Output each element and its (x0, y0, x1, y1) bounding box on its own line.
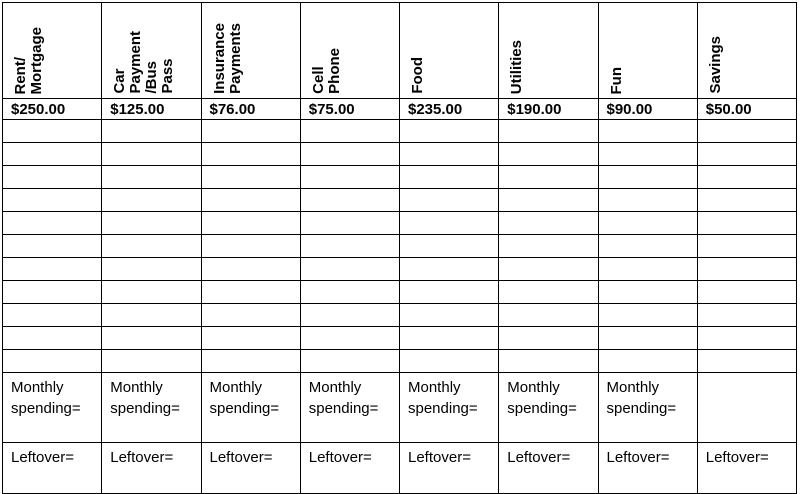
entry-cell[interactable] (400, 327, 499, 350)
entry-row (3, 166, 797, 189)
entry-row (3, 304, 797, 327)
entry-cell[interactable] (400, 120, 499, 143)
monthly-spending-cell: Monthly spending= (3, 373, 102, 443)
monthly-spending-cell: Monthly spending= (201, 373, 300, 443)
entry-cell[interactable] (697, 143, 796, 166)
entry-row (3, 120, 797, 143)
header-cell (102, 3, 201, 99)
column-header: Fun (607, 66, 625, 94)
header-cell (201, 3, 300, 99)
entry-cell[interactable] (499, 166, 598, 189)
entry-cell[interactable] (400, 304, 499, 327)
entry-cell[interactable] (201, 327, 300, 350)
entry-cell[interactable] (400, 143, 499, 166)
entry-cell[interactable] (598, 166, 697, 189)
entry-cell[interactable] (300, 258, 399, 281)
entry-cell[interactable] (499, 120, 598, 143)
leftover-cell: Leftover= (102, 443, 201, 494)
entry-cell[interactable] (400, 281, 499, 304)
entry-cell[interactable] (102, 166, 201, 189)
entry-row (3, 189, 797, 212)
entry-cell[interactable] (201, 189, 300, 212)
entry-cell[interactable] (400, 350, 499, 373)
entry-cell[interactable] (3, 189, 102, 212)
entry-cell[interactable] (697, 281, 796, 304)
header-cell (697, 3, 796, 99)
entry-cell[interactable] (499, 281, 598, 304)
entry-cell[interactable] (201, 304, 300, 327)
entry-cell[interactable] (499, 189, 598, 212)
entry-cell[interactable] (300, 120, 399, 143)
entry-cell[interactable] (499, 235, 598, 258)
entry-cell[interactable] (201, 120, 300, 143)
entry-cell[interactable] (102, 212, 201, 235)
column-header: Savings (706, 36, 724, 94)
entry-cell[interactable] (300, 212, 399, 235)
entry-cell[interactable] (102, 281, 201, 304)
entry-cell[interactable] (3, 350, 102, 373)
entry-cell[interactable] (697, 304, 796, 327)
entry-cell[interactable] (697, 327, 796, 350)
entry-cell[interactable] (598, 350, 697, 373)
entry-cell[interactable] (201, 235, 300, 258)
monthly-spending-cell: Monthly spending= (300, 373, 399, 443)
budget-amount-cell: $90.00 (598, 99, 697, 120)
entry-cell[interactable] (499, 143, 598, 166)
entry-cell[interactable] (499, 304, 598, 327)
entry-cell[interactable] (499, 327, 598, 350)
entry-cell[interactable] (697, 212, 796, 235)
header-cell (400, 3, 499, 99)
entry-cell[interactable] (400, 258, 499, 281)
entry-cell[interactable] (499, 212, 598, 235)
entry-cell[interactable] (3, 212, 102, 235)
entry-cell[interactable] (300, 143, 399, 166)
leftover-cell: Leftover= (697, 443, 796, 494)
entry-row (3, 235, 797, 258)
budget-amount-cell: $75.00 (300, 99, 399, 120)
entry-row (3, 350, 797, 373)
entry-cell[interactable] (201, 350, 300, 373)
budget-amount-cell: $76.00 (201, 99, 300, 120)
entry-cell[interactable] (300, 350, 399, 373)
entry-cell[interactable] (201, 212, 300, 235)
leftover-cell: Leftover= (400, 443, 499, 494)
monthly-spending-cell: Monthly spending= (499, 373, 598, 443)
entry-cell[interactable] (598, 189, 697, 212)
header-row (3, 3, 797, 99)
budget-amount-cell: $190.00 (499, 99, 598, 120)
entry-cell[interactable] (201, 166, 300, 189)
monthly-spending-cell: Monthly spending= (102, 373, 201, 443)
budget-amount-cell: $50.00 (697, 99, 796, 120)
entry-cell[interactable] (201, 258, 300, 281)
leftover-cell: Leftover= (3, 443, 102, 494)
entry-cell[interactable] (697, 166, 796, 189)
budget-amount-cell: $125.00 (102, 99, 201, 120)
entry-cell[interactable] (3, 327, 102, 350)
entry-cell[interactable] (300, 304, 399, 327)
column-header: Car Payment /Bus Pass (111, 31, 177, 94)
entry-cell[interactable] (3, 143, 102, 166)
entry-cell[interactable] (300, 166, 399, 189)
entry-cell[interactable] (598, 281, 697, 304)
entry-cell[interactable] (598, 258, 697, 281)
entry-cell[interactable] (499, 350, 598, 373)
budget-amount-row (3, 99, 797, 120)
entry-cell[interactable] (300, 189, 399, 212)
monthly-spending-cell: Monthly spending= (598, 373, 697, 443)
entry-cell[interactable] (697, 258, 796, 281)
entry-cell[interactable] (499, 258, 598, 281)
column-header: Utilities (508, 39, 526, 94)
entry-cell[interactable] (400, 189, 499, 212)
entry-cell[interactable] (102, 327, 201, 350)
entry-row (3, 258, 797, 281)
entry-cell[interactable] (201, 143, 300, 166)
entry-cell[interactable] (697, 350, 796, 373)
column-header: Cell Phone (309, 48, 343, 94)
column-header: Food (409, 57, 426, 94)
entry-cell[interactable] (102, 189, 201, 212)
entry-cell[interactable] (697, 189, 796, 212)
entry-cell[interactable] (598, 327, 697, 350)
monthly-spending-row (3, 373, 797, 443)
entry-cell[interactable] (598, 120, 697, 143)
header-cell (499, 3, 598, 99)
entry-cell[interactable] (300, 281, 399, 304)
entry-cell[interactable] (598, 304, 697, 327)
entry-cell[interactable] (400, 212, 499, 235)
header-cell (3, 3, 102, 99)
leftover-cell: Leftover= (499, 443, 598, 494)
entry-cell[interactable] (3, 120, 102, 143)
entry-cell[interactable] (102, 304, 201, 327)
entry-row (3, 143, 797, 166)
entry-cell[interactable] (697, 235, 796, 258)
entry-cell[interactable] (3, 281, 102, 304)
column-header: Rent/ Mortgage (12, 26, 45, 94)
leftover-cell: Leftover= (300, 443, 399, 494)
column-header: Insurance Payments (210, 23, 244, 94)
entry-cell[interactable] (3, 258, 102, 281)
entry-row (3, 327, 797, 350)
entry-cell[interactable] (102, 258, 201, 281)
entry-cell[interactable] (201, 281, 300, 304)
leftover-cell: Leftover= (201, 443, 300, 494)
entry-cell[interactable] (102, 350, 201, 373)
entry-cell[interactable] (400, 235, 499, 258)
entry-cell[interactable] (102, 143, 201, 166)
entry-cell[interactable] (3, 166, 102, 189)
monthly-spending-cell (697, 373, 796, 443)
entry-cell[interactable] (697, 120, 796, 143)
entry-cell[interactable] (400, 166, 499, 189)
entry-cell[interactable] (3, 304, 102, 327)
leftover-cell: Leftover= (598, 443, 697, 494)
entry-row (3, 281, 797, 304)
header-cell (598, 3, 697, 99)
entry-cell[interactable] (598, 143, 697, 166)
header-cell (300, 3, 399, 99)
budget-amount-cell: $250.00 (3, 99, 102, 120)
entry-cell[interactable] (3, 235, 102, 258)
entry-cell[interactable] (102, 120, 201, 143)
budget-amount-cell: $235.00 (400, 99, 499, 120)
leftover-row (3, 443, 797, 494)
entry-cell[interactable] (300, 327, 399, 350)
entry-row (3, 212, 797, 235)
entry-cell[interactable] (102, 235, 201, 258)
entry-cell[interactable] (598, 212, 697, 235)
monthly-spending-cell: Monthly spending= (400, 373, 499, 443)
budget-table (2, 2, 797, 494)
entry-cell[interactable] (300, 235, 399, 258)
entry-cell[interactable] (598, 235, 697, 258)
